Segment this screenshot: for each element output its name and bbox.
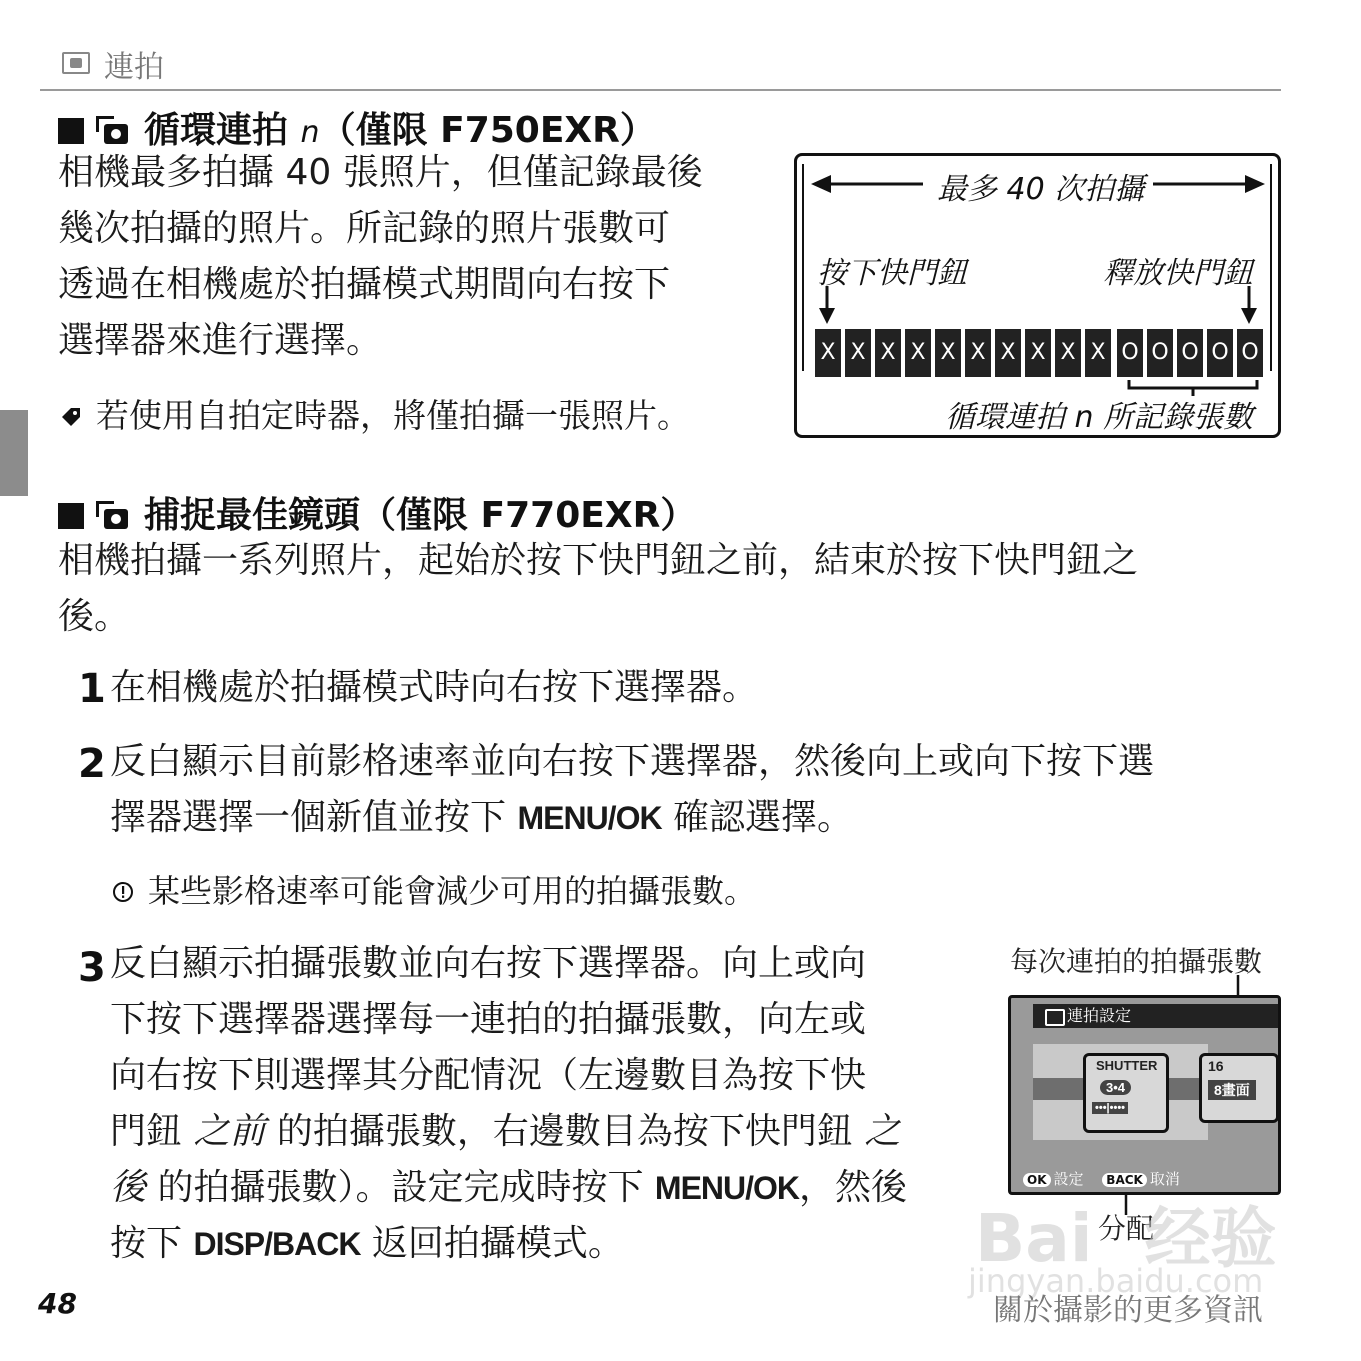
watermark-url: jingyan.baidu.com [968,1262,1264,1300]
step-1-text: 在相機處於拍攝模式時向右按下選擇器。 [110,667,759,708]
frame-cell-recorded: O [1207,329,1233,377]
ok-key-icon: OK [1023,1173,1051,1187]
section2-title: 捕捉最佳鏡頭（僅限 F770EXR） [58,487,696,538]
page-number: 48 [38,1287,77,1320]
frame-cell-recorded: O [1117,329,1143,377]
release-shutter-label: 釋放快門鈕 [1103,256,1253,291]
frame-cell-discarded: X [1085,329,1111,377]
camera-burst-settings-screen [1008,995,1281,1195]
frame-cell-discarded: X [875,329,901,377]
distribution-callout: 分配 [1098,1212,1155,1245]
loop-burst-diagram [794,153,1281,438]
shutter-distribution-box [1083,1053,1169,1133]
header-rule [40,89,1281,91]
screen-footer: OK 設定 BACK 取消 [1023,1168,1180,1189]
frame-cell-recorded: O [1147,329,1173,377]
step-1-number: 1 [78,666,106,712]
tag-icon [60,406,82,428]
step-3-number: 3 [78,945,106,991]
frame-cell-discarded: X [845,329,871,377]
section2-body: 相機拍攝一系列照片，起始於按下快門鈕之前，結束於按下快門鈕之 後。 [58,540,1139,637]
distribution-ratio: 3•4 [1100,1080,1131,1095]
square-bullet-icon [58,118,84,144]
shots-per-burst-callout: 每次連拍的拍攝張數 [1010,945,1263,978]
self-timer-note: 若使用自拍定時器，將僅拍攝一張照片。 [60,390,690,437]
loop-burst-icon [96,116,130,146]
frame-cell-recorded: O [1177,329,1203,377]
frame-cell-recorded: O [1237,329,1263,377]
burst-icon [62,52,90,74]
step-3-text: 反白顯示拍攝張數並向右按下選擇器。向上或向 下按下選擇器選擇每一連拍的拍攝張數，向左或 向右按下則選擇其分配情況（左邊數目為按下快 門鈕 之前 的拍攝張數，右邊數目為按下快門鈕 之 後 的拍攝張數）。設定完成時按下 MENU/OK，然後 按下 DISP/BACK 返回拍攝模式。 [110,943,908,1264]
frame-rate-caution: 某些影格速率可能會減少可用的拍攝張數。 [112,866,756,912]
shot-count-value: 16 [1208,1058,1224,1074]
shutter-label: SHUTTER [1096,1058,1158,1073]
frame-cell-discarded: X [815,329,841,377]
frames-value: 8畫面 [1208,1080,1256,1100]
frame-cell-discarded: X [905,329,931,377]
step-2-number: 2 [78,741,106,787]
shot-count-box [1199,1053,1279,1123]
section1-title: 循環連拍 n（僅限 F750EXR） [58,102,656,153]
frame-cell-discarded: X [965,329,991,377]
back-key-icon: BACK [1102,1173,1147,1187]
side-tab-marker [0,410,28,496]
step-2-text: 反白顯示目前影格速率並向右按下選擇器，然後向上或向下按下選 擇器選擇一個新值並按下 MENU/OK 確認選擇。 [110,741,1155,838]
watermark-logo: Bai 经验 [975,1200,1277,1277]
frame-cell-discarded: X [995,329,1021,377]
max-shots-label: 最多 40 次拍攝 [937,172,1145,207]
section1-body: 相機最多拍攝 40 張照片，但僅記錄最後 幾次拍攝的照片。所記錄的照片張數可 透過在相機處於拍攝模式期間向右按下 選擇器來進行選擇。 [58,152,703,361]
square-bullet-icon [58,503,84,529]
best-frame-icon [96,501,130,531]
caution-icon [112,881,134,903]
frame-cell-discarded: X [935,329,961,377]
press-shutter-label: 按下快門鈕 [817,256,967,291]
recorded-count-label: 循環連拍 n 所記錄張數 [945,400,1254,435]
frame-cell-discarded: X [1055,329,1081,377]
header-title: 連拍 [104,50,164,85]
screen-title-bar: 連拍設定 [1033,1004,1281,1028]
footer-section-label: 關於攝影的更多資訊 [993,1293,1263,1328]
distribution-dots: •••|•••• [1092,1102,1128,1114]
frame-cell-discarded: X [1025,329,1051,377]
